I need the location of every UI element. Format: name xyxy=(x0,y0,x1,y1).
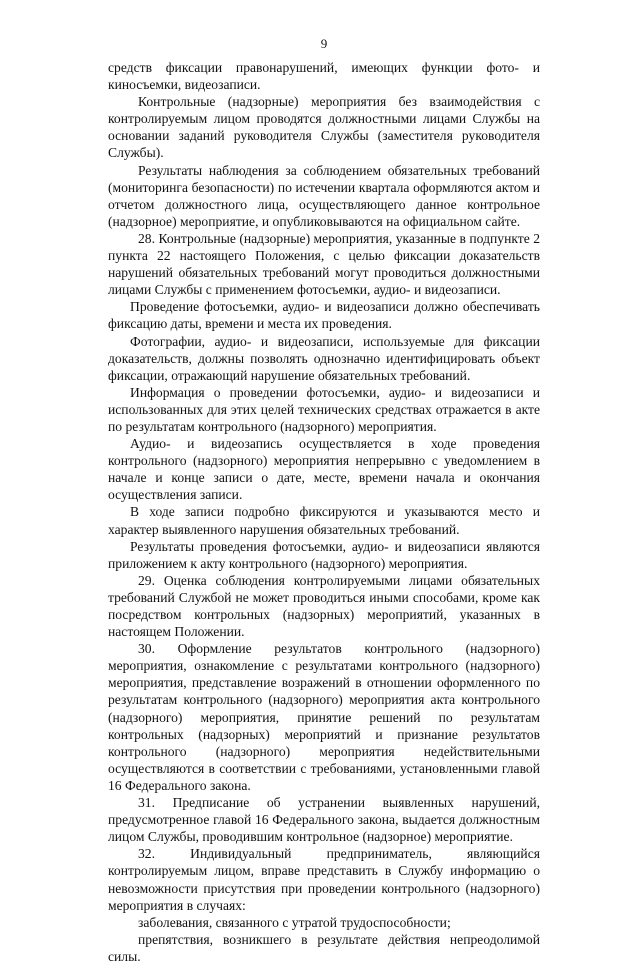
paragraph: Информация о проведении фотосъемки, аудио- и видеозаписи и использованных для этих целей технических средствах отражается в акте по результатам контрольного (надзорного) мероприятия. xyxy=(108,384,540,434)
paragraph: В ходе записи подробно фиксируются и указываются место и характер выявленного нарушения обязательных требований. xyxy=(108,504,540,537)
paragraph: 30. Оформление результатов контрольного (надзорного) мероприятия, ознакомление с результатами контрольного (надзорного) мероприятия, представление возражений в отношении оформленного по результатам контрольного (надзорного) мероприятия акта контрольного (надзорного) мероприятия, принятие решений по результатам контрольных (надзорных) мероприятий и признание результатов контрольного (надзорного) мероприятия недействительными осуществляются в соответствии с требованиями, установленными главой 16 Федерального закона. xyxy=(108,641,540,793)
paragraph: Аудио- и видеозапись осуществляется в ходе проведения контрольного (надзорного) мероприятия непрерывно с уведомлением в начале и конце записи о дате, месте, времени начала и окончания осуществления записи. xyxy=(108,436,540,503)
paragraph: 28. Контрольные (надзорные) мероприятия, указанные в подпункте 2 пункта 22 настоящего Положения, с целью фиксации доказательств нарушений обязательных требований могут проводиться должностными лицами Службы с применением фотосъемки, аудио- и видеозаписи. xyxy=(108,230,540,298)
paragraph: Фотографии, аудио- и видеозаписи, используемые для фиксации доказательств, должны позволять однозначно идентифицировать объект фиксации, отражающий нарушение обязательных требований. xyxy=(108,333,540,383)
list-item: заболевания, связанного с утратой трудоспособности; xyxy=(138,914,451,930)
paragraph: Проведение фотосъемки, аудио- и видеозаписи должно обеспечивать фиксацию даты, времени и места их проведения. xyxy=(108,299,540,332)
paragraph: 29. Оценка соблюдения контролируемыми лицами обязательных требований Службой не может проводиться иными способами, кроме как посредством контрольных (надзорных) мероприятий, указанных в настоящем Положении. xyxy=(108,572,540,640)
paragraph: Контрольные (надзорные) мероприятия без взаимодействия с контролируемым лицом проводятся должностными лицами Службы на основании заданий руководителя Службы (заместителя руководителя Службы). xyxy=(108,94,540,161)
document-body xyxy=(108,59,540,965)
paragraph: средств фиксации правонарушений, имеющих функции фото- и киносъемки, видеозаписи. xyxy=(108,60,540,93)
page-number: 9 xyxy=(320,36,328,51)
paragraph: Результаты наблюдения за соблюдением обязательных требований (мониторинга безопасности) по истечении квартала оформляются актом и отчетом должностного лица, осуществляющего данное контрольное (надзорное) мероприятие, и опубликовываются на официальном сайте. xyxy=(108,162,540,229)
paragraph: 31. Предписание об устранении выявленных нарушений, предусмотренное главой 16 Федерального закона, выдается должностным лицом Службы, проводившим контрольное (надзорное) мероприятие. xyxy=(108,795,540,845)
paragraph: Результаты проведения фотосъемки, аудио- и видеозаписи являются приложением к акту контрольного (надзорного) мероприятия. xyxy=(108,538,540,571)
list-item: препятствия, возникшего в результате действия непреодолимой силы. xyxy=(108,931,540,964)
paragraph: 32. Индивидуальный предприниматель, являющийся контролируемым лицом, вправе представить в Службу информацию о невозможности присутствия при проведении контрольного (надзорного) мероприятия в случаях: xyxy=(108,846,540,913)
